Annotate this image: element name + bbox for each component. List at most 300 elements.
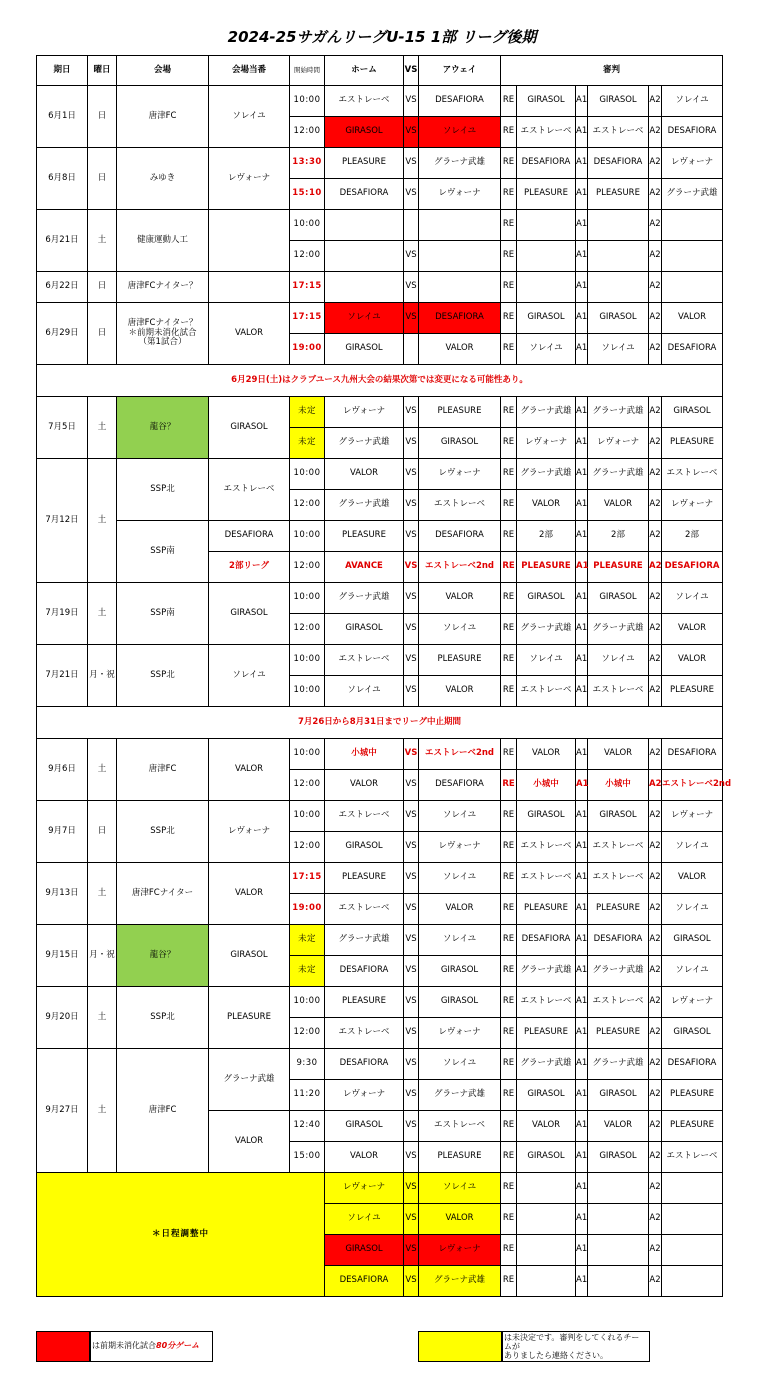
- away-team-cell: グラーナ武雄: [419, 1080, 501, 1111]
- ref-a2-team: グラーナ武雄: [662, 179, 723, 210]
- date-cell: 7月21日: [37, 645, 88, 707]
- ref-re-label: RE: [501, 428, 517, 459]
- ref-a1-team: グラーナ武雄: [588, 459, 649, 490]
- ref-a2-team: VALOR: [662, 863, 723, 894]
- duty-cell: DESAFIORA: [209, 521, 290, 552]
- away-team-cell: レヴォーナ: [419, 832, 501, 863]
- home-team-cell: ソレイユ: [325, 676, 404, 707]
- home-team-cell: [325, 272, 404, 303]
- vs-cell: VS: [404, 987, 419, 1018]
- ref-a1-team: PLEASURE: [588, 179, 649, 210]
- ref-re-team: エストレーベ: [517, 987, 576, 1018]
- ref-re-team: VALOR: [517, 1111, 576, 1142]
- ref-re-team: レヴォーナ: [517, 428, 576, 459]
- duty-cell: VALOR: [209, 863, 290, 925]
- ref-a2-team: DESAFIORA: [662, 552, 723, 583]
- ref-a1-label: A1: [576, 987, 588, 1018]
- duty-cell: PLEASURE: [209, 987, 290, 1049]
- ref-re-team: PLEASURE: [517, 894, 576, 925]
- ref-a2-label: A2: [649, 832, 662, 863]
- home-team-cell: GIRASOL: [325, 334, 404, 365]
- time-cell: 10:00: [290, 583, 325, 614]
- venue-cell: 唐津FCナイター: [117, 863, 209, 925]
- ref-re-team: PLEASURE: [517, 179, 576, 210]
- ref-a1-label: A1: [576, 86, 588, 117]
- ref-a1-team: [588, 272, 649, 303]
- ref-re-label: RE: [501, 863, 517, 894]
- away-team-cell: VALOR: [419, 676, 501, 707]
- home-team-cell: GIRASOL: [325, 117, 404, 148]
- vs-cell: VS: [404, 397, 419, 428]
- ref-re-label: RE: [501, 521, 517, 552]
- vs-cell: VS: [404, 614, 419, 645]
- ref-re-team: [517, 1266, 576, 1297]
- time-cell: 17:15: [290, 303, 325, 334]
- home-team-cell: ソレイユ: [325, 1204, 404, 1235]
- ref-a1-label: A1: [576, 956, 588, 987]
- ref-a2-team: PLEASURE: [662, 676, 723, 707]
- ref-a2-label: A2: [649, 459, 662, 490]
- ref-re-label: RE: [501, 552, 517, 583]
- weekday-cell: 土: [88, 583, 117, 645]
- ref-a2-label: A2: [649, 521, 662, 552]
- legend-red-emph: 80分ゲーム: [156, 1341, 200, 1350]
- ref-a2-label: A2: [649, 956, 662, 987]
- time-cell: 未定: [290, 925, 325, 956]
- venue-cell: SSP北: [117, 459, 209, 521]
- ref-re-team: ソレイユ: [517, 645, 576, 676]
- weekday-cell: 土: [88, 987, 117, 1049]
- ref-a1-team: エストレーベ: [588, 117, 649, 148]
- ref-a2-team: DESAFIORA: [662, 117, 723, 148]
- ref-a1-team: PLEASURE: [588, 1018, 649, 1049]
- ref-a1-team: [588, 1235, 649, 1266]
- ref-a2-label: A2: [649, 645, 662, 676]
- header-referee: 審判: [501, 56, 723, 86]
- ref-a1-label: A1: [576, 1266, 588, 1297]
- time-cell: 11:20: [290, 1080, 325, 1111]
- ref-a2-label: A2: [649, 1018, 662, 1049]
- header-venue: 会場: [117, 56, 209, 86]
- time-cell: 17:15: [290, 863, 325, 894]
- away-team-cell: GIRASOL: [419, 987, 501, 1018]
- date-cell: 6月21日: [37, 210, 88, 272]
- ref-re-label: RE: [501, 86, 517, 117]
- vs-cell: VS: [404, 1235, 419, 1266]
- venue-cell: SSP南: [117, 521, 209, 583]
- ref-a1-label: A1: [576, 801, 588, 832]
- time-cell: 未定: [290, 956, 325, 987]
- vs-cell: VS: [404, 894, 419, 925]
- home-team-cell: VALOR: [325, 1142, 404, 1173]
- vs-cell: VS: [404, 1204, 419, 1235]
- date-cell: 7月19日: [37, 583, 88, 645]
- ref-a1-team: [588, 1204, 649, 1235]
- ref-a2-team: エストレーベ2nd: [662, 770, 723, 801]
- ref-a2-team: DESAFIORA: [662, 739, 723, 770]
- header-start-time: 開始時間: [290, 56, 325, 86]
- ref-re-label: RE: [501, 1235, 517, 1266]
- ref-a2-team: [662, 1173, 723, 1204]
- vs-cell: [404, 210, 419, 241]
- ref-re-label: RE: [501, 1173, 517, 1204]
- date-cell: 6月1日: [37, 86, 88, 148]
- vs-cell: VS: [404, 490, 419, 521]
- vs-cell: VS: [404, 1266, 419, 1297]
- table-row: [37, 303, 723, 334]
- notice-row: 6月29日(土)はクラブユース九州大会の結果次第では変更になる可能性あり。: [37, 365, 723, 397]
- away-team-cell: VALOR: [419, 894, 501, 925]
- vs-cell: VS: [404, 241, 419, 272]
- vs-cell: VS: [404, 1173, 419, 1204]
- page-title: 2024-25サガんリーグU-15 1部 リーグ後期: [227, 28, 537, 46]
- ref-a2-team: [662, 210, 723, 241]
- ref-re-team: GIRASOL: [517, 1080, 576, 1111]
- weekday-cell: 土: [88, 739, 117, 801]
- ref-re-label: RE: [501, 1266, 517, 1297]
- ref-a2-team: 2部: [662, 521, 723, 552]
- home-team-cell: エストレーベ: [325, 894, 404, 925]
- away-team-cell: ソレイユ: [419, 1173, 501, 1204]
- table-row: [37, 707, 723, 739]
- venue-cell: 唐津FC: [117, 1049, 209, 1173]
- ref-re-team: VALOR: [517, 739, 576, 770]
- ref-re-label: RE: [501, 1018, 517, 1049]
- ref-a1-label: A1: [576, 676, 588, 707]
- venue-cell: 龍谷？: [117, 397, 209, 459]
- home-team-cell: DESAFIORA: [325, 956, 404, 987]
- ref-a1-team: GIRASOL: [588, 1080, 649, 1111]
- ref-re-team: VALOR: [517, 490, 576, 521]
- ref-a1-team: [588, 1266, 649, 1297]
- duty-cell: レヴォーナ: [209, 801, 290, 863]
- ref-re-label: RE: [501, 1142, 517, 1173]
- away-team-cell: DESAFIORA: [419, 86, 501, 117]
- venue-cell: みゆき: [117, 148, 209, 210]
- ref-a1-label: A1: [576, 1235, 588, 1266]
- ref-re-label: RE: [501, 459, 517, 490]
- duty-cell: GIRASOL: [209, 925, 290, 987]
- duty-cell: ソレイユ: [209, 86, 290, 148]
- date-cell: 9月6日: [37, 739, 88, 801]
- ref-a1-team: グラーナ武雄: [588, 956, 649, 987]
- away-team-cell: レヴォーナ: [419, 1018, 501, 1049]
- venue-cell: 唐津FC: [117, 86, 209, 148]
- venue-cell: SSP北: [117, 987, 209, 1049]
- ref-a2-team: ソレイユ: [662, 956, 723, 987]
- ref-a2-team: GIRASOL: [662, 1018, 723, 1049]
- weekday-cell: 日: [88, 86, 117, 148]
- ref-a2-label: A2: [649, 863, 662, 894]
- ref-a1-label: A1: [576, 583, 588, 614]
- vs-cell: VS: [404, 1018, 419, 1049]
- ref-re-label: RE: [501, 241, 517, 272]
- table-row: [37, 863, 723, 894]
- duty-cell: VALOR: [209, 303, 290, 365]
- table-row: [37, 397, 723, 428]
- ref-re-team: グラーナ武雄: [517, 956, 576, 987]
- ref-a2-team: VALOR: [662, 645, 723, 676]
- header-home: ホーム: [325, 56, 404, 86]
- away-team-cell: ソレイユ: [419, 614, 501, 645]
- ref-a2-team: レヴォーナ: [662, 801, 723, 832]
- table-row: [37, 925, 723, 956]
- ref-re-team: エストレーベ: [517, 676, 576, 707]
- ref-a2-label: A2: [649, 1049, 662, 1080]
- home-team-cell: グラーナ武雄: [325, 428, 404, 459]
- vs-cell: VS: [404, 521, 419, 552]
- legend-red-swatch: [36, 1331, 91, 1362]
- time-cell: 19:00: [290, 894, 325, 925]
- ref-a2-label: A2: [649, 117, 662, 148]
- ref-re-team: GIRASOL: [517, 1142, 576, 1173]
- home-team-cell: エストレーベ: [325, 86, 404, 117]
- ref-a1-team: GIRASOL: [588, 583, 649, 614]
- ref-re-label: RE: [501, 1049, 517, 1080]
- ref-a1-label: A1: [576, 148, 588, 179]
- ref-a1-team: エストレーベ: [588, 863, 649, 894]
- ref-a1-team: GIRASOL: [588, 86, 649, 117]
- ref-a1-team: PLEASURE: [588, 552, 649, 583]
- away-team-cell: グラーナ武雄: [419, 148, 501, 179]
- venue-cell: 唐津FCナイター？: [117, 272, 209, 303]
- away-team-cell: DESAFIORA: [419, 303, 501, 334]
- duty-cell: ソレイユ: [209, 645, 290, 707]
- ref-re-team: エストレーベ: [517, 117, 576, 148]
- ref-a1-label: A1: [576, 459, 588, 490]
- table-row: [37, 739, 723, 770]
- duty-cell: VALOR: [209, 1111, 290, 1173]
- ref-a2-label: A2: [649, 179, 662, 210]
- ref-a1-team: [588, 1173, 649, 1204]
- weekday-cell: 月・祝: [88, 645, 117, 707]
- ref-a1-team: PLEASURE: [588, 894, 649, 925]
- home-team-cell: レヴォーナ: [325, 397, 404, 428]
- home-team-cell: レヴォーナ: [325, 1080, 404, 1111]
- header-row: [37, 56, 723, 86]
- vs-cell: VS: [404, 676, 419, 707]
- away-team-cell: [419, 272, 501, 303]
- ref-a1-label: A1: [576, 894, 588, 925]
- venue-cell: SSP南: [117, 583, 209, 645]
- vs-cell: VS: [404, 1049, 419, 1080]
- away-team-cell: ソレイユ: [419, 801, 501, 832]
- time-cell: 10:00: [290, 86, 325, 117]
- legend-red-text: [92, 1341, 199, 1350]
- vs-cell: VS: [404, 645, 419, 676]
- away-team-cell: エストレーベ: [419, 1111, 501, 1142]
- ref-re-team: DESAFIORA: [517, 148, 576, 179]
- ref-a1-team: グラーナ武雄: [588, 614, 649, 645]
- vs-cell: VS: [404, 179, 419, 210]
- ref-a2-label: A2: [649, 334, 662, 365]
- table-row: [37, 459, 723, 490]
- table-row: [37, 86, 723, 117]
- ref-a2-team: DESAFIORA: [662, 334, 723, 365]
- ref-re-team: [517, 272, 576, 303]
- duty-cell: 2部リーグ: [209, 552, 290, 583]
- ref-a2-team: VALOR: [662, 614, 723, 645]
- duty-cell: GIRASOL: [209, 583, 290, 645]
- ref-a1-label: A1: [576, 1018, 588, 1049]
- away-team-cell: [419, 210, 501, 241]
- ref-re-label: RE: [501, 987, 517, 1018]
- legend-yellow-text: は未決定です。審判をしてくれるチームが ありましたら連絡ください。: [504, 1333, 640, 1361]
- ref-a2-label: A2: [649, 210, 662, 241]
- weekday-cell: 土: [88, 459, 117, 583]
- ref-re-team: エストレーベ: [517, 863, 576, 894]
- ref-re-team: エストレーベ: [517, 832, 576, 863]
- ref-a1-team: [588, 210, 649, 241]
- ref-re-label: RE: [501, 148, 517, 179]
- venue-cell: 唐津FC: [117, 739, 209, 801]
- ref-re-label: RE: [501, 614, 517, 645]
- date-cell: 9月27日: [37, 1049, 88, 1173]
- time-cell: 未定: [290, 397, 325, 428]
- weekday-cell: 日: [88, 272, 117, 303]
- ref-a2-team: [662, 272, 723, 303]
- ref-re-team: グラーナ武雄: [517, 459, 576, 490]
- home-team-cell: PLEASURE: [325, 148, 404, 179]
- ref-a2-team: PLEASURE: [662, 428, 723, 459]
- away-team-cell: [419, 241, 501, 272]
- away-team-cell: VALOR: [419, 583, 501, 614]
- home-team-cell: AVANCE: [325, 552, 404, 583]
- ref-a2-team: ソレイユ: [662, 894, 723, 925]
- vs-cell: VS: [404, 459, 419, 490]
- ref-a2-label: A2: [649, 1111, 662, 1142]
- ref-re-label: RE: [501, 1204, 517, 1235]
- away-team-cell: ソレイユ: [419, 863, 501, 894]
- ref-re-label: RE: [501, 1111, 517, 1142]
- away-team-cell: GIRASOL: [419, 428, 501, 459]
- away-team-cell: VALOR: [419, 1204, 501, 1235]
- ref-a2-label: A2: [649, 925, 662, 956]
- ref-a1-team: DESAFIORA: [588, 925, 649, 956]
- away-team-cell: レヴォーナ: [419, 1235, 501, 1266]
- ref-a2-team: エストレーベ: [662, 1142, 723, 1173]
- time-cell: 15:10: [290, 179, 325, 210]
- vs-cell: VS: [404, 863, 419, 894]
- ref-re-label: RE: [501, 1080, 517, 1111]
- away-team-cell: エストレーベ: [419, 490, 501, 521]
- away-team-cell: PLEASURE: [419, 397, 501, 428]
- table-row: [37, 645, 723, 676]
- ref-a1-team: エストレーベ: [588, 832, 649, 863]
- table-row: [37, 148, 723, 179]
- home-team-cell: グラーナ武雄: [325, 925, 404, 956]
- ref-re-label: RE: [501, 925, 517, 956]
- time-cell: 15:00: [290, 1142, 325, 1173]
- date-cell: 9月7日: [37, 801, 88, 863]
- ref-re-team: GIRASOL: [517, 583, 576, 614]
- ref-a2-label: A2: [649, 148, 662, 179]
- ref-a2-label: A2: [649, 552, 662, 583]
- weekday-cell: 土: [88, 397, 117, 459]
- weekday-cell: 日: [88, 303, 117, 365]
- ref-a1-label: A1: [576, 1111, 588, 1142]
- time-cell: 10:00: [290, 459, 325, 490]
- home-team-cell: エストレーベ: [325, 1018, 404, 1049]
- ref-re-label: RE: [501, 490, 517, 521]
- date-cell: 9月13日: [37, 863, 88, 925]
- date-cell: 9月15日: [37, 925, 88, 987]
- ref-re-team: PLEASURE: [517, 1018, 576, 1049]
- vs-cell: VS: [404, 552, 419, 583]
- duty-cell: グラーナ武雄: [209, 1049, 290, 1111]
- date-cell: 7月5日: [37, 397, 88, 459]
- vs-cell: VS: [404, 739, 419, 770]
- ref-re-label: RE: [501, 956, 517, 987]
- home-team-cell: VALOR: [325, 770, 404, 801]
- weekday-cell: 月・祝: [88, 925, 117, 987]
- away-team-cell: DESAFIORA: [419, 770, 501, 801]
- ref-a1-label: A1: [576, 925, 588, 956]
- ref-a1-label: A1: [576, 1080, 588, 1111]
- time-cell: 19:00: [290, 334, 325, 365]
- time-cell: 12:00: [290, 241, 325, 272]
- table-row: [37, 987, 723, 1018]
- vs-cell: VS: [404, 925, 419, 956]
- ref-a2-team: レヴォーナ: [662, 987, 723, 1018]
- ref-a1-label: A1: [576, 521, 588, 552]
- ref-a1-team: グラーナ武雄: [588, 1049, 649, 1080]
- ref-a2-label: A2: [649, 272, 662, 303]
- ref-re-team: [517, 1235, 576, 1266]
- ref-a2-team: ソレイユ: [662, 86, 723, 117]
- table-row: [37, 521, 723, 552]
- venue-cell: 龍谷？: [117, 925, 209, 987]
- ref-a1-team: 小城中: [588, 770, 649, 801]
- ref-a1-team: エストレーベ: [588, 676, 649, 707]
- vs-cell: VS: [404, 272, 419, 303]
- ref-a1-label: A1: [576, 770, 588, 801]
- vs-cell: VS: [404, 583, 419, 614]
- home-team-cell: GIRASOL: [325, 1111, 404, 1142]
- ref-a1-label: A1: [576, 1173, 588, 1204]
- vs-cell: VS: [404, 117, 419, 148]
- date-cell: 7月12日: [37, 459, 88, 583]
- ref-a2-team: GIRASOL: [662, 397, 723, 428]
- duty-cell: GIRASOL: [209, 397, 290, 459]
- ref-re-label: RE: [501, 894, 517, 925]
- ref-re-team: グラーナ武雄: [517, 614, 576, 645]
- duty-cell: レヴォーナ: [209, 148, 290, 210]
- ref-a2-label: A2: [649, 770, 662, 801]
- ref-a1-label: A1: [576, 428, 588, 459]
- ref-a2-team: GIRASOL: [662, 925, 723, 956]
- ref-re-team: グラーナ武雄: [517, 397, 576, 428]
- ref-re-team: [517, 1173, 576, 1204]
- home-team-cell: PLEASURE: [325, 987, 404, 1018]
- home-team-cell: GIRASOL: [325, 1235, 404, 1266]
- ref-a2-team: レヴォーナ: [662, 490, 723, 521]
- ref-a2-team: [662, 1235, 723, 1266]
- ref-a1-label: A1: [576, 739, 588, 770]
- away-team-cell: レヴォーナ: [419, 179, 501, 210]
- ref-re-team: 小城中: [517, 770, 576, 801]
- time-cell: 10:00: [290, 739, 325, 770]
- ref-a1-team: 2部: [588, 521, 649, 552]
- weekday-cell: 土: [88, 1049, 117, 1173]
- home-team-cell: エストレーベ: [325, 645, 404, 676]
- ref-a2-label: A2: [649, 1173, 662, 1204]
- home-team-cell: [325, 210, 404, 241]
- home-team-cell: 小城中: [325, 739, 404, 770]
- header-duty: 会場当番: [209, 56, 290, 86]
- weekday-cell: 土: [88, 863, 117, 925]
- ref-a2-label: A2: [649, 801, 662, 832]
